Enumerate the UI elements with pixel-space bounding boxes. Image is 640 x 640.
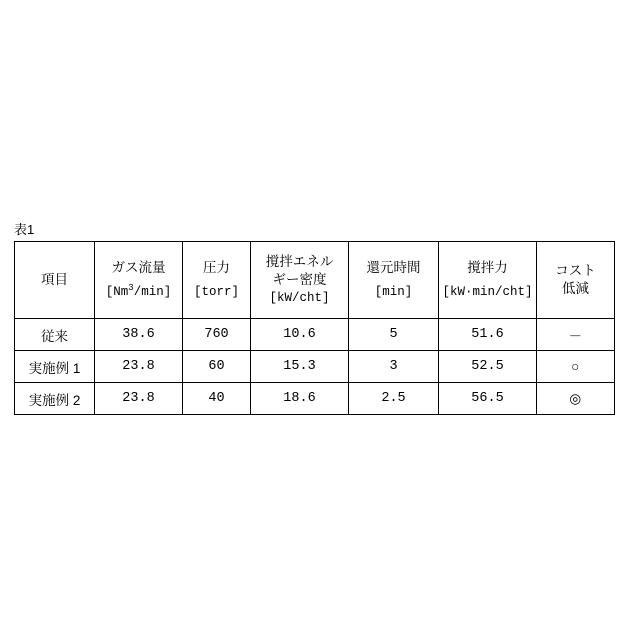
row-label: 実施例 1: [15, 351, 95, 383]
column-header-item-line1: 項目: [41, 272, 68, 287]
table-row: [15, 383, 615, 415]
cell-cost-reduction: －: [537, 319, 615, 351]
column-header-item: [15, 242, 95, 319]
column-header-stirring-power-unit: [kW·min/cht]: [442, 285, 533, 299]
cell-reduction-time: 2.5: [349, 383, 439, 415]
row-label: 従来: [15, 319, 95, 351]
cell-stirring-power: 51.6: [439, 319, 537, 351]
column-header-stirring-energy-density: [251, 242, 349, 319]
column-header-cost-reduction-line1: コスト: [555, 263, 596, 278]
table-caption: 表1: [14, 222, 35, 237]
table-row: [15, 351, 615, 383]
cell-gas-flow: 23.8: [95, 383, 183, 415]
cell-gas-flow: 38.6: [95, 319, 183, 351]
column-header-pressure-unit: [torr]: [193, 285, 239, 299]
cell-stirring-power: 52.5: [439, 351, 537, 383]
column-header-sed-unit: [kW/cht]: [269, 291, 330, 305]
column-header-gas-flow-unit: [Nm$^3$/min]: [105, 282, 172, 299]
cell-cost-reduction: ○: [537, 351, 615, 383]
table-block: [14, 222, 626, 415]
cell-cost-reduction: ◎: [537, 383, 615, 415]
column-header-gas-flow: [95, 242, 183, 319]
table-body: [15, 319, 615, 415]
cell-stirring-energy-density: 15.3: [251, 351, 349, 383]
cell-pressure: 60: [183, 351, 251, 383]
comparison-table: [14, 241, 615, 415]
column-header-pressure: [183, 242, 251, 319]
cell-pressure: 760: [183, 319, 251, 351]
column-header-reduction-time-unit: [min]: [374, 285, 413, 299]
unit-exponent: 3: [128, 282, 134, 293]
cell-stirring-energy-density: 18.6: [251, 383, 349, 415]
column-header-gas-flow-line1: ガス流量: [111, 260, 166, 275]
table-header-row: [15, 242, 615, 319]
cell-stirring-energy-density: 10.6: [251, 319, 349, 351]
cell-stirring-power: 56.5: [439, 383, 537, 415]
column-header-pressure-line1: 圧力: [203, 260, 230, 275]
column-header-stirring-power-line1: 撹拌力: [467, 260, 508, 275]
cell-reduction-time: 3: [349, 351, 439, 383]
cell-pressure: 40: [183, 383, 251, 415]
column-header-cost-reduction-line2: 低減: [562, 281, 589, 296]
column-header-reduction-time-line1: 還元時間: [366, 260, 421, 275]
column-header-sed-line1: 撹拌エネル: [265, 254, 334, 269]
row-label: 実施例 2: [15, 383, 95, 415]
cell-reduction-time: 5: [349, 319, 439, 351]
column-header-cost-reduction: [537, 242, 615, 319]
table-header: [15, 242, 615, 319]
table-row: [15, 319, 615, 351]
column-header-sed-line2: ギー密度: [272, 272, 327, 287]
column-header-reduction-time: [349, 242, 439, 319]
column-header-stirring-power: [439, 242, 537, 319]
cell-gas-flow: 23.8: [95, 351, 183, 383]
